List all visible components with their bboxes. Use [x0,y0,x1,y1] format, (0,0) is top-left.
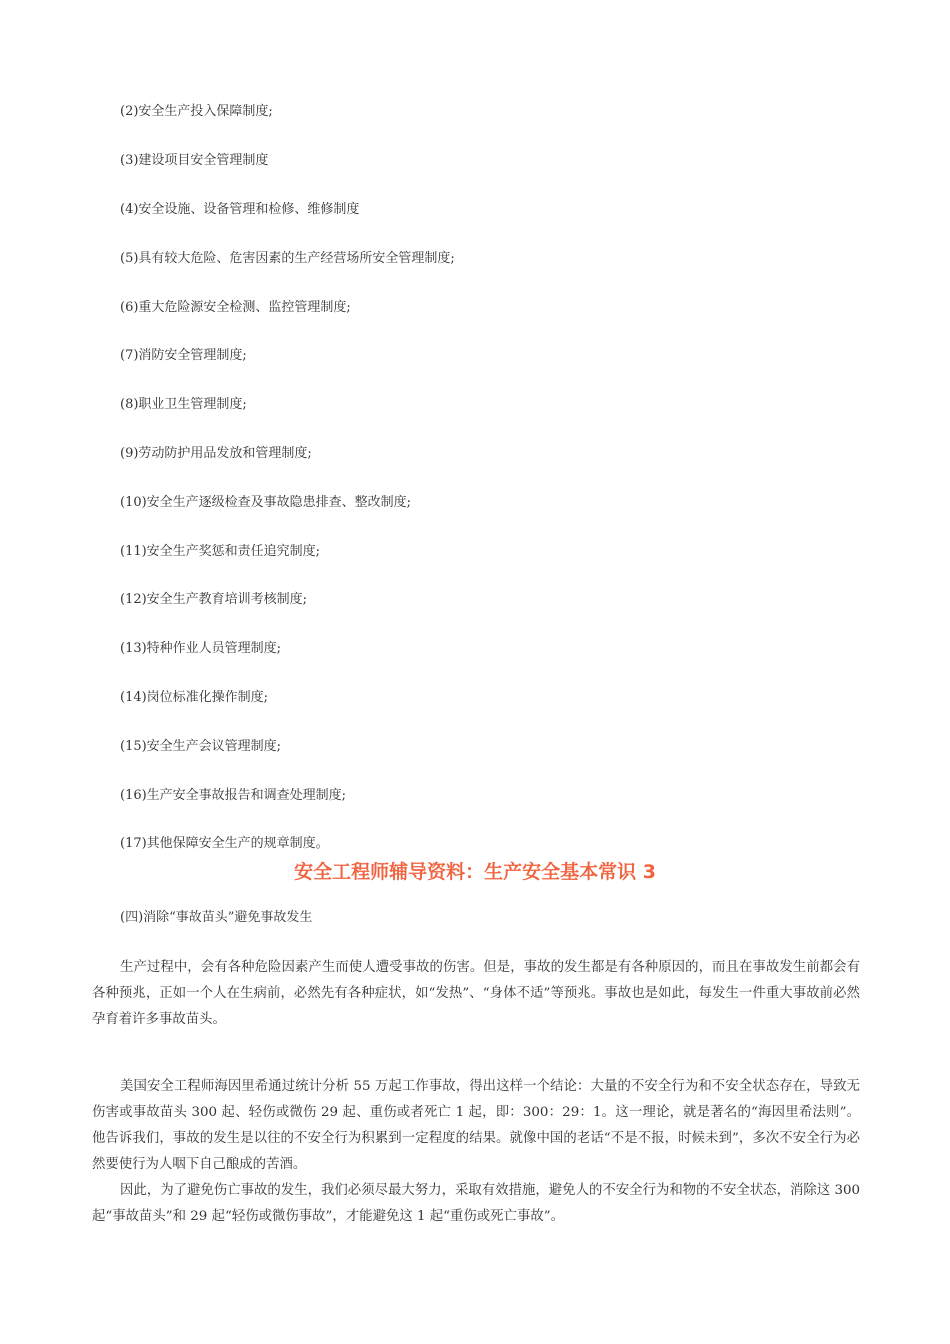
section-subheading: (四)消除“事故苗头”避免事故发生 [120,910,313,925]
list-item: (5)具有较大危险、危害因素的生产经营场所安全管理制度; [120,251,455,266]
list-item: (2)安全生产投入保障制度; [120,104,273,119]
list-item: (12)安全生产教育培训考核制度; [120,592,308,607]
section-title: 安全工程师辅导资料：生产安全基本常识 3 [294,861,656,883]
list-item: (9)劳动防护用品发放和管理制度; [120,446,312,461]
list-item: (11)安全生产奖惩和责任追究制度; [120,544,321,559]
body-paragraph: 美国安全工程师海因里希通过统计分析 55 万起工作事故，得出这样一个结论：大量的不安全行为和不安全状态存在，导致无伤害或事故苗头 300 起、轻伤或微伤 29 起、重伤或者死亡 1 起，即：300：29：1。这一理论，就是著名的“海因里希法则”。他告诉我们，事故的发生是以往的不安全行为积累到一定程度的结果。就像中国的老话“不是不报，时候未到”，多次不安全行为必然要使行为人咽下自己酿成的苦酒。 [92,1079,860,1172]
body-paragraph: 生产过程中，会有各种危险因素产生而使人遭受事故的伤害。但是，事故的发生都是有各种原因的，而且在事故发生前都会有各种预兆，正如一个人在生病前，必然先有各种症状，如“发热”、“身体不适”等预兆。事故也是如此，每发生一件重大事故前必然孕育着许多事故苗头。 [92,960,860,1027]
list-item: (14)岗位标准化操作制度; [120,690,269,705]
list-item: (15)安全生产会议管理制度; [120,739,282,754]
list-item: (6)重大危险源安全检测、监控管理制度; [120,300,351,315]
body-paragraph: 因此，为了避免伤亡事故的发生，我们必须尽最大努力，采取有效措施，避免人的不安全行为和物的不安全状态，消除这 300 起“事故苗头”和 29 起“轻伤或微伤事故”，才能避免这 1 起“重伤或死亡事故”。 [92,1183,860,1224]
list-item: (17)其他保障安全生产的规章制度。 [120,836,329,851]
list-item: (3)建设项目安全管理制度 [120,153,269,168]
list-item: (8)职业卫生管理制度; [120,397,247,412]
list-item: (10)安全生产逐级检查及事故隐患排查、整改制度; [120,495,412,510]
list-item: (7)消防安全管理制度; [120,348,247,363]
list-item: (4)安全设施、设备管理和检修、维修制度 [120,202,360,217]
list-item: (13)特种作业人员管理制度; [120,641,282,656]
list-item: (16)生产安全事故报告和调查处理制度; [120,788,347,803]
